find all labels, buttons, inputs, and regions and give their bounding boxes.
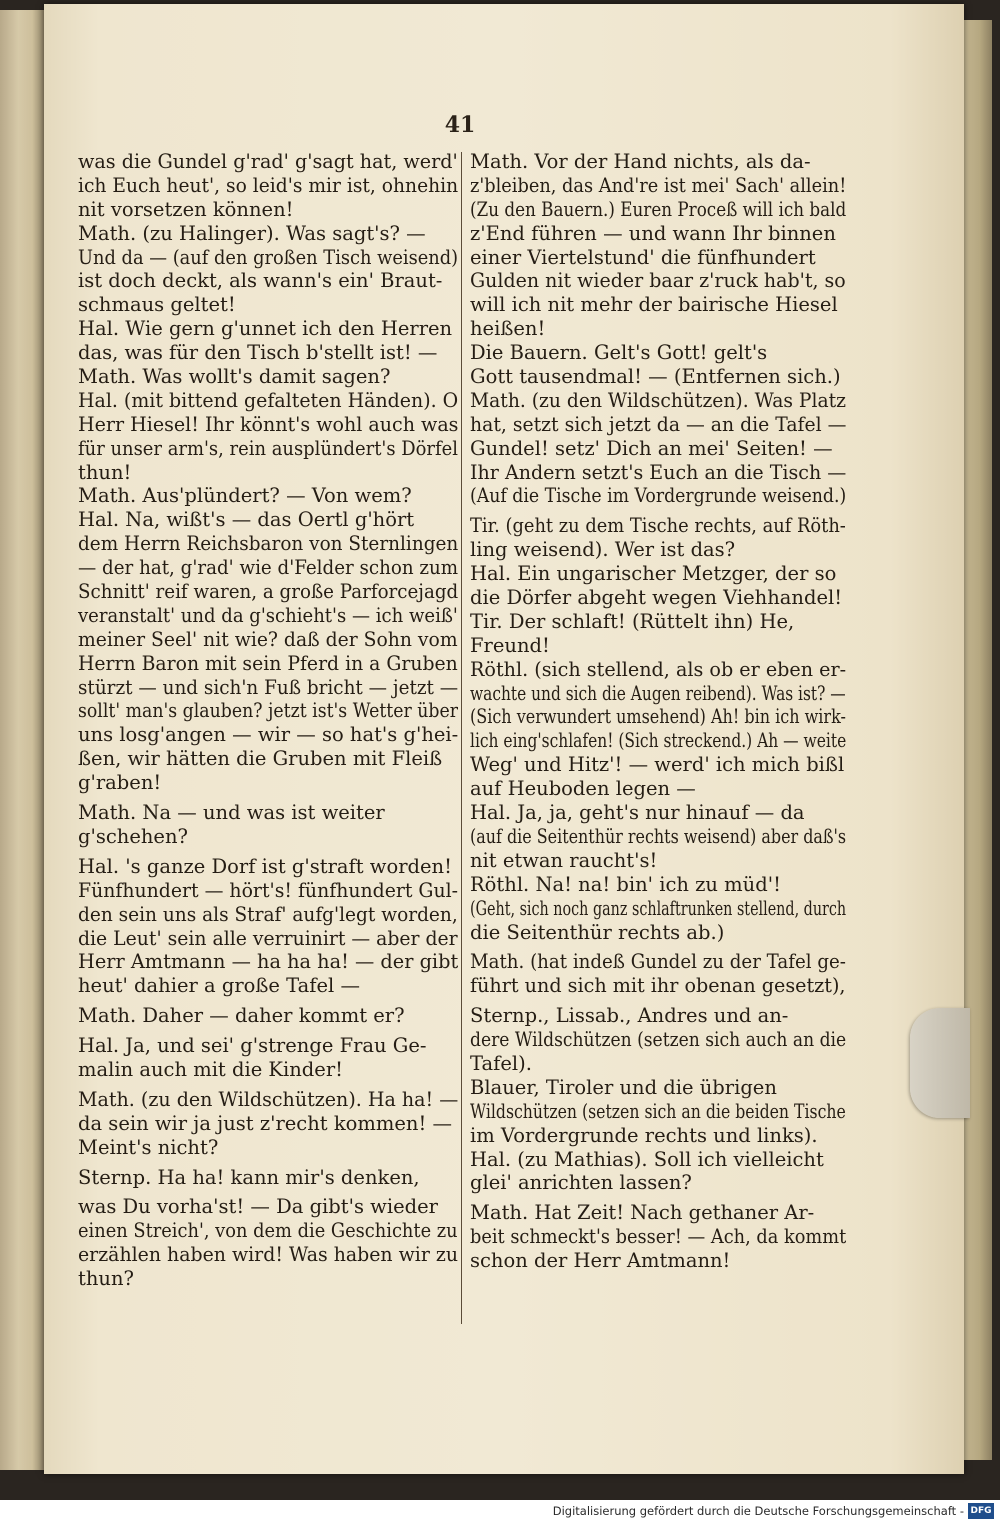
text-line: Gulden nit wieder baar z'ruck hab't, so [470,269,846,293]
text-line: Tir. (geht zu dem Tische rechts, auf Röth- [470,514,846,538]
text-line: einen Streich', von dem die Geschichte zu [78,1219,458,1243]
text-line: nit vorsetzen können! [78,197,294,221]
page-tab-marker [910,1008,970,1118]
text-line: da sein wir ja just z'recht kommen! — [78,1111,452,1135]
text-line: Hal. (mit bittend gefalteten Händen). O [78,388,458,412]
text-line: (Geht, sich noch ganz schlaftrunken stellend, durch [470,896,846,920]
text-line: Math. Aus'plündert? — Von wem? [78,484,412,508]
text-line: Math. (zu den Wildschützen). Ha ha! — [78,1087,458,1111]
text-line: Hal. Wie gern g'unnet ich den Herren [78,317,453,341]
text-line: Meint's nicht? [78,1135,219,1159]
text-line: g'schehen? [78,824,188,848]
text-line: sollt' man's glauben? jetzt ist's Wetter über [78,699,458,723]
text-line: Tir. Der schlaft! (Rüttelt ihn) He, [470,609,795,633]
text-line: ist doch deckt, als wann's ein' Braut- [78,269,443,293]
text-line: nit etwan raucht's! [470,848,658,872]
left-column-text [78,150,458,1291]
text-line: ling weisend). Wer ist das? [470,538,736,562]
text-line: Math. Daher — daher kommt er? [78,1004,405,1028]
text-line: Herrn Baron mit sein Pferd in a Gruben [78,651,458,675]
text-line: Hal. Na, wißt's — das Oertl g'hört [78,508,415,532]
text-line: für unser arm's, rein ausplündert's Dörfel [78,436,458,460]
text-line: Ihr Andern setzt's Euch an die Tisch — [470,460,846,484]
text-line: Hal. (zu Mathias). Soll ich vielleicht [470,1147,824,1171]
text-line: schmaus geltet! [78,293,236,317]
text-line: (Zu den Bauern.) Euren Proceß will ich bald [470,197,846,221]
text-line: Hal. Ja, ja, geht's nur hinauf — da [470,801,805,825]
text-line: z'End führen — und wann Ihr binnen [470,221,836,245]
footer-credit: Digitalisierung gefördert durch die Deutsche Forschungsgemeinschaft - [552,1504,964,1518]
text-line: — der hat, g'rad' wie d'Felder schon zum [78,556,458,580]
text-line: (Auf die Tische im Vordergrunde weisend.) [470,484,846,508]
text-line: malin auch mit die Kinder! [78,1057,343,1081]
text-line: (Sich verwundert umsehend) Ah! bin ich wirk- [470,705,846,729]
text-line: Hal. Ja, und sei' g'strenge Frau Ge- [78,1034,427,1058]
text-line: meiner Seel' nit wie? daß der Sohn vom [78,627,458,651]
text-line: Die Bauern. Gelt's Gott! gelt's [470,341,768,365]
text-line: Herr Amtmann — ha ha ha! — der gibt [78,950,458,974]
column-divider [461,152,462,1324]
text-line: (auf die Seitenthür rechts weisend) aber daß's [470,824,846,848]
footer-bar [0,1500,1000,1523]
text-line: dere Wildschützen (setzen sich auch an die [470,1028,846,1052]
text-line: hat, setzt sich jetzt da — an die Tafel — [470,412,846,436]
right-page-edge [962,20,992,1460]
left-page-edge [0,10,46,1470]
text-line: im Vordergrunde rechts und links). [470,1123,818,1147]
text-line: stürzt — und sich'n Fuß bricht — jetzt — [78,675,458,699]
text-line: Freund! [470,633,550,657]
text-line: veranstalt' und da g'schieht's — ich weiß' [78,603,458,627]
text-line: das, was für den Tisch b'stellt ist! — [78,341,438,365]
text-line: Blauer, Tiroler und die übrigen [470,1075,777,1099]
text-line: lich eing'schlafen! (Sich streckend.) Ah — weite [470,729,846,753]
text-line: Math. (hat indeß Gundel zu der Tafel ge- [470,950,846,974]
text-line: thun! [78,460,132,484]
text-line: was Du vorha'st! — Da gibt's wieder [78,1195,438,1219]
text-line: die Dörfer abgeht wegen Viehhandel! [470,586,843,610]
text-line: Herr Hiesel! Ihr könnt's wohl auch was [78,412,458,436]
text-line: wachte und sich die Augen reibend). Was ist? — [470,681,846,705]
text-line: Fünfhundert — hört's! fünfhundert Gul- [78,878,458,902]
text-line: Math. (zu den Wildschützen). Was Platz [470,388,846,412]
text-line: Gott tausendmal! — (Entfernen sich.) [470,365,841,389]
text-line: thun? [78,1267,134,1291]
text-line: Math. (zu Halinger). Was sagt's? — [78,221,426,245]
text-line: die Leut' sein alle verruinirt — aber der [78,926,458,950]
text-line: beit schmeckt's besser! — Ach, da kommt [470,1225,846,1249]
text-line: Röthl. Na! na! bin' ich zu müd'! [470,872,781,896]
text-line: Tafel). [470,1051,532,1075]
text-line: heißen! [470,317,546,341]
text-line: dem Herrn Reichsbaron von Sternlingen [78,532,458,556]
text-line: auf Heuboden legen — [470,777,696,801]
text-line: g'raben! [78,771,162,795]
text-line: glei' anrichten lassen? [470,1171,692,1195]
text-line: Math. Vor der Hand nichts, als da- [470,150,811,173]
text-line: erzählen haben wird! Was haben wir zu [78,1243,458,1267]
text-line: Math. Na — und was ist weiter [78,801,385,825]
text-line: Math. Was wollt's damit sagen? [78,365,391,389]
text-line: Weg' und Hitz'! — werd' ich mich bißl [470,753,845,777]
text-line: Gundel! setz' Dich an mei' Seiten! — [470,436,833,460]
text-line: führt und sich mit ihr obenan gesetzt), [470,974,846,998]
text-line: Röthl. (sich stellend, als ob er eben er- [470,657,846,681]
page-number: 41 [444,112,476,138]
text-line: z'bleiben, das And're ist mei' Sach' allein! [470,173,846,197]
text-line: den sein uns als Straf' aufg'legt worden, [78,902,458,926]
text-line: Sternp. Ha ha! kann mir's denken, [78,1165,420,1189]
right-column-text [470,150,846,1273]
text-line: heut' dahier a große Tafel — [78,974,360,998]
text-line: schon der Herr Amtmann! [470,1249,731,1273]
text-line: Wildschützen (setzen sich an die beiden Tische [470,1099,846,1123]
text-line: will ich nit mehr der bairische Hiesel [470,293,838,317]
text-line: ßen, wir hätten die Gruben mit Fleiß [78,747,443,771]
text-line: Und da — (auf den großen Tisch weisend) [78,245,458,269]
text-line: ich Euch heut', so leid's mir ist, ohnehin [78,173,458,197]
text-line: Hal. Ein ungarischer Metzger, der so [470,562,837,586]
text-line: Schnitt' reif waren, a große Parforcejagd [78,580,458,604]
text-line: Math. Hat Zeit! Nach gethaner Ar- [470,1201,815,1225]
text-line: was die Gundel g'rad' g'sagt hat, werd' [78,150,458,173]
dfg-logo: DFG [968,1503,994,1519]
text-line: Hal. 's ganze Dorf ist g'straft worden! [78,854,452,878]
text-line: die Seitenthür rechts ab.) [470,920,725,944]
text-line: einer Viertelstund' die fünfhundert [470,245,816,269]
text-line: Sternp., Lissab., Andres und an- [470,1004,789,1028]
text-line: uns losg'angen — wir — so hat's g'hei- [78,723,458,747]
